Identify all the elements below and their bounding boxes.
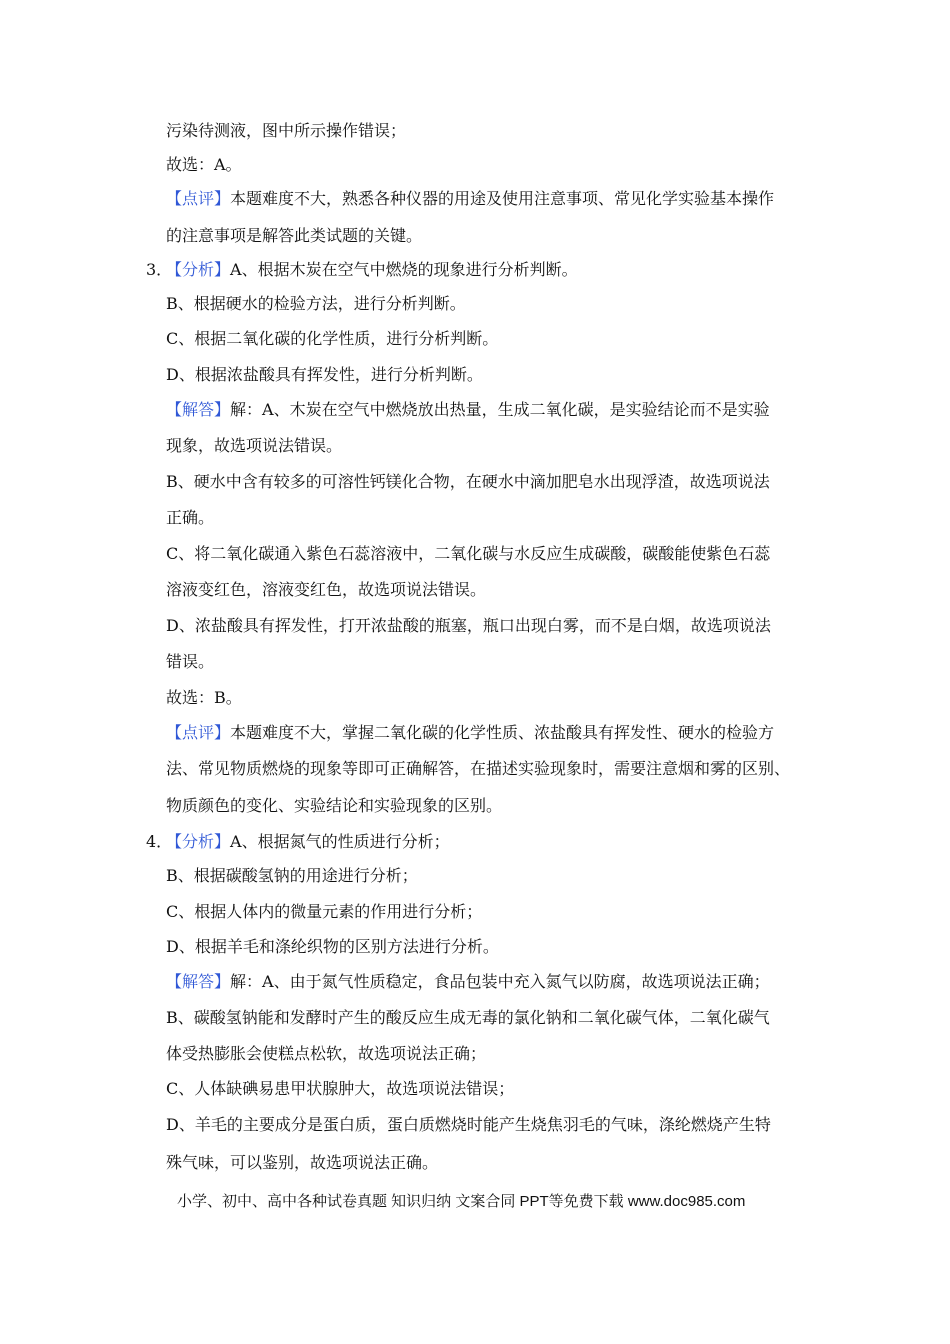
- text-line: D、浓盐酸具有挥发性，打开浓盐酸的瓶塞，瓶口出现白雾，而不是白烟，故选项说法: [166, 616, 771, 635]
- review-tag: 【点评】: [166, 189, 231, 208]
- question-number: 4．: [146, 832, 173, 851]
- review-text: 本题难度不大，熟悉各种仪器的用途及使用注意事项、常见化学实验基本操作: [230, 189, 775, 208]
- text-line: D、根据浓盐酸具有挥发性，进行分析判断。: [166, 365, 483, 384]
- question-number: 3．: [146, 260, 173, 279]
- analysis-line: [166, 260, 578, 280]
- review-tag: 【点评】: [166, 723, 231, 742]
- answer-tag: 【解答】: [166, 400, 231, 419]
- text-line: D、羊毛的主要成分是蛋白质，蛋白质燃烧时能产生烧焦羽毛的气味，涤纶燃烧产生特: [166, 1115, 771, 1134]
- text-line: 现象，故选项说法错误。: [166, 436, 343, 455]
- review-line: [166, 189, 774, 209]
- text-line: 故选：B。: [166, 688, 242, 707]
- text-line: 故选：A。: [166, 155, 242, 174]
- text-line: 污染待测液，图中所示操作错误；: [166, 121, 407, 140]
- text-line: 溶液变红色，溶液变红色，故选项说法错误。: [166, 580, 487, 599]
- text-line: 物质颜色的变化、实验结论和实验现象的区别。: [166, 796, 503, 815]
- answer-line: [166, 400, 770, 420]
- answer-line: [166, 972, 770, 992]
- answer-text: 解：A、由于氮气性质稳定，食品包装中充入氮气以防腐，故选项说法正确；: [230, 972, 770, 991]
- text-line: D、根据羊毛和涤纶织物的区别方法进行分析。: [166, 937, 499, 956]
- text-line: 殊气味，可以鉴别，故选项说法正确。: [166, 1153, 439, 1172]
- text-line: B、根据碳酸氢钠的用途进行分析；: [166, 866, 418, 885]
- text-line: 正确。: [166, 508, 215, 527]
- review-line: [166, 723, 774, 743]
- page-footer: 小学、初中、高中各种试卷真题 知识归纳 文案合同 PPT等免费下载 www.doc985.com: [177, 1193, 746, 1210]
- text-line: B、碳酸氢钠能和发酵时产生的酸反应生成无毒的氯化钠和二氧化碳气体，二氧化碳气: [166, 1008, 770, 1027]
- text-line: 体受热膨胀会使糕点松软，故选项说法正确；: [166, 1044, 487, 1063]
- text-line: C、将二氧化碳通入紫色石蕊溶液中，二氧化碳与水反应生成碳酸，碳酸能使紫色石蕊: [166, 544, 771, 563]
- text-line: 的注意事项是解答此类试题的关键。: [166, 226, 423, 245]
- text-line: 错误。: [166, 652, 215, 671]
- answer-tag: 【解答】: [166, 972, 231, 991]
- text-line: C、根据人体内的微量元素的作用进行分析；: [166, 902, 483, 921]
- analysis-line: [166, 832, 450, 852]
- text-line: B、硬水中含有较多的可溶性钙镁化合物，在硬水中滴加肥皂水出现浮渣，故选项说法: [166, 472, 770, 491]
- text-line: 法、常见物质燃烧的现象等即可正确解答，在描述实验现象时，需要注意烟和雾的区别、: [166, 759, 791, 778]
- analysis-tag: 【分析】: [166, 832, 231, 851]
- review-text: 本题难度不大，掌握二氧化碳的化学性质、浓盐酸具有挥发性、硬水的检验方: [230, 723, 775, 742]
- text-line: C、根据二氧化碳的化学性质，进行分析判断。: [166, 329, 499, 348]
- analysis-text: A、根据木炭在空气中燃烧的现象进行分析判断。: [230, 260, 578, 279]
- answer-text: 解：A、木炭在空气中燃烧放出热量，生成二氧化碳，是实验结论而不是实验: [230, 400, 770, 419]
- text-line: C、人体缺碘易患甲状腺肿大，故选项说法错误；: [166, 1079, 515, 1098]
- text-line: B、根据硬水的检验方法，进行分析判断。: [166, 294, 466, 313]
- analysis-tag: 【分析】: [166, 260, 231, 279]
- analysis-text: A、根据氮气的性质进行分析；: [230, 832, 450, 851]
